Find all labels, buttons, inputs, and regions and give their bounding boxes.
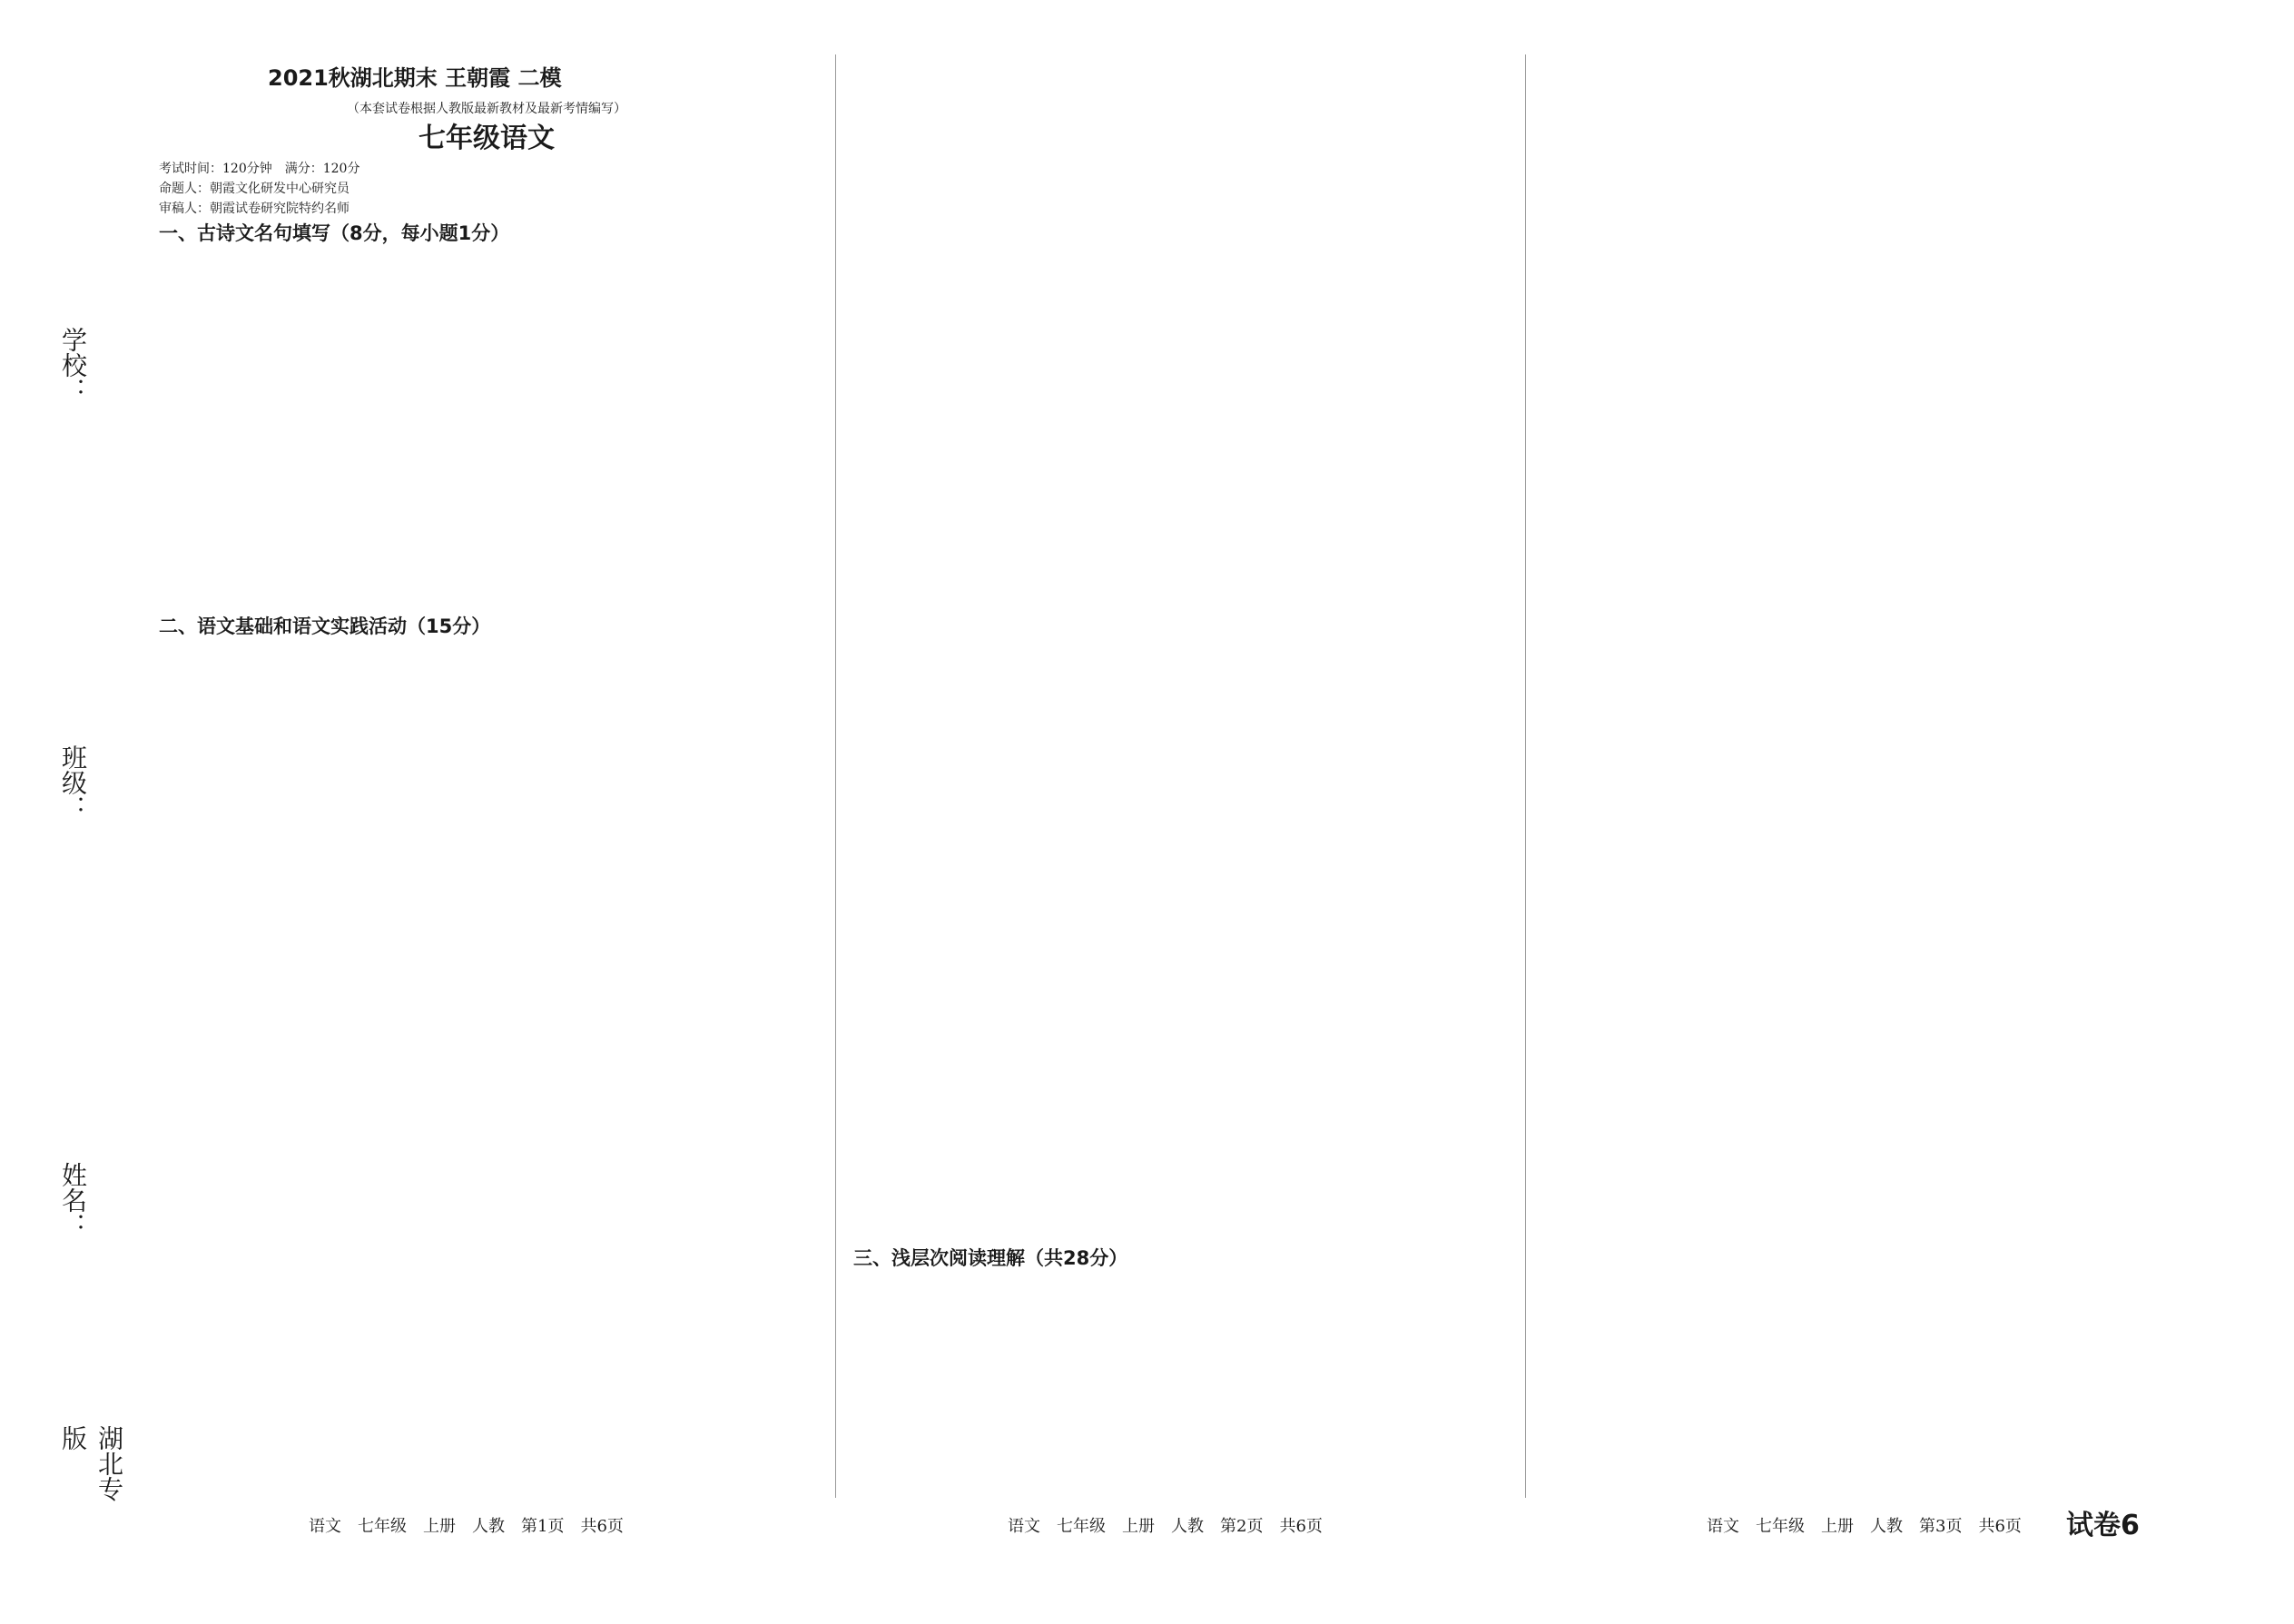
page-footer: 语文 七年级 上册 人教 第2页 共6页 — [1008, 1517, 1323, 1536]
column-divider — [835, 54, 836, 1498]
column-2 — [853, 64, 1505, 1274]
page-footer: 语文 七年级 上册 人教 第1页 共6页 — [309, 1517, 624, 1536]
exam-meta: 审稿人：朝霞试卷研究院特约名师 — [159, 202, 350, 217]
column-divider — [1525, 54, 1526, 1498]
paper-title: 2021秋湖北期末 王朝霞 二模 — [268, 65, 562, 91]
paper-tag: 试卷6 — [2066, 1510, 2140, 1541]
section-heading: 三、浅层次阅读理解（共28分） — [853, 1247, 1128, 1269]
class-field: 班级： — [58, 744, 88, 821]
section-heading: 一、古诗文名句填写（8分，每小题1分） — [159, 222, 510, 245]
school-field: 学校： — [58, 327, 88, 403]
grade-title: 七年级语文 — [418, 122, 555, 154]
section-heading: 二、语文基础和语文实践活动（15分） — [159, 615, 491, 638]
name-field: 姓名： — [58, 1162, 88, 1238]
paper-subtitle: （本套试卷根据人教版最新教材及最新考情编写） — [347, 101, 626, 116]
exam-meta: 考试时间：120分钟 满分：120分 — [159, 162, 360, 177]
exam-meta: 命题人：朝霞文化研发中心研究员 — [159, 182, 350, 197]
column-1 — [159, 64, 814, 642]
binding-margin — [36, 254, 124, 1507]
page-footer: 语文 七年级 上册 人教 第3页 共6页 — [1707, 1517, 2022, 1536]
region-tag: 湖北专版 — [58, 1425, 124, 1501]
